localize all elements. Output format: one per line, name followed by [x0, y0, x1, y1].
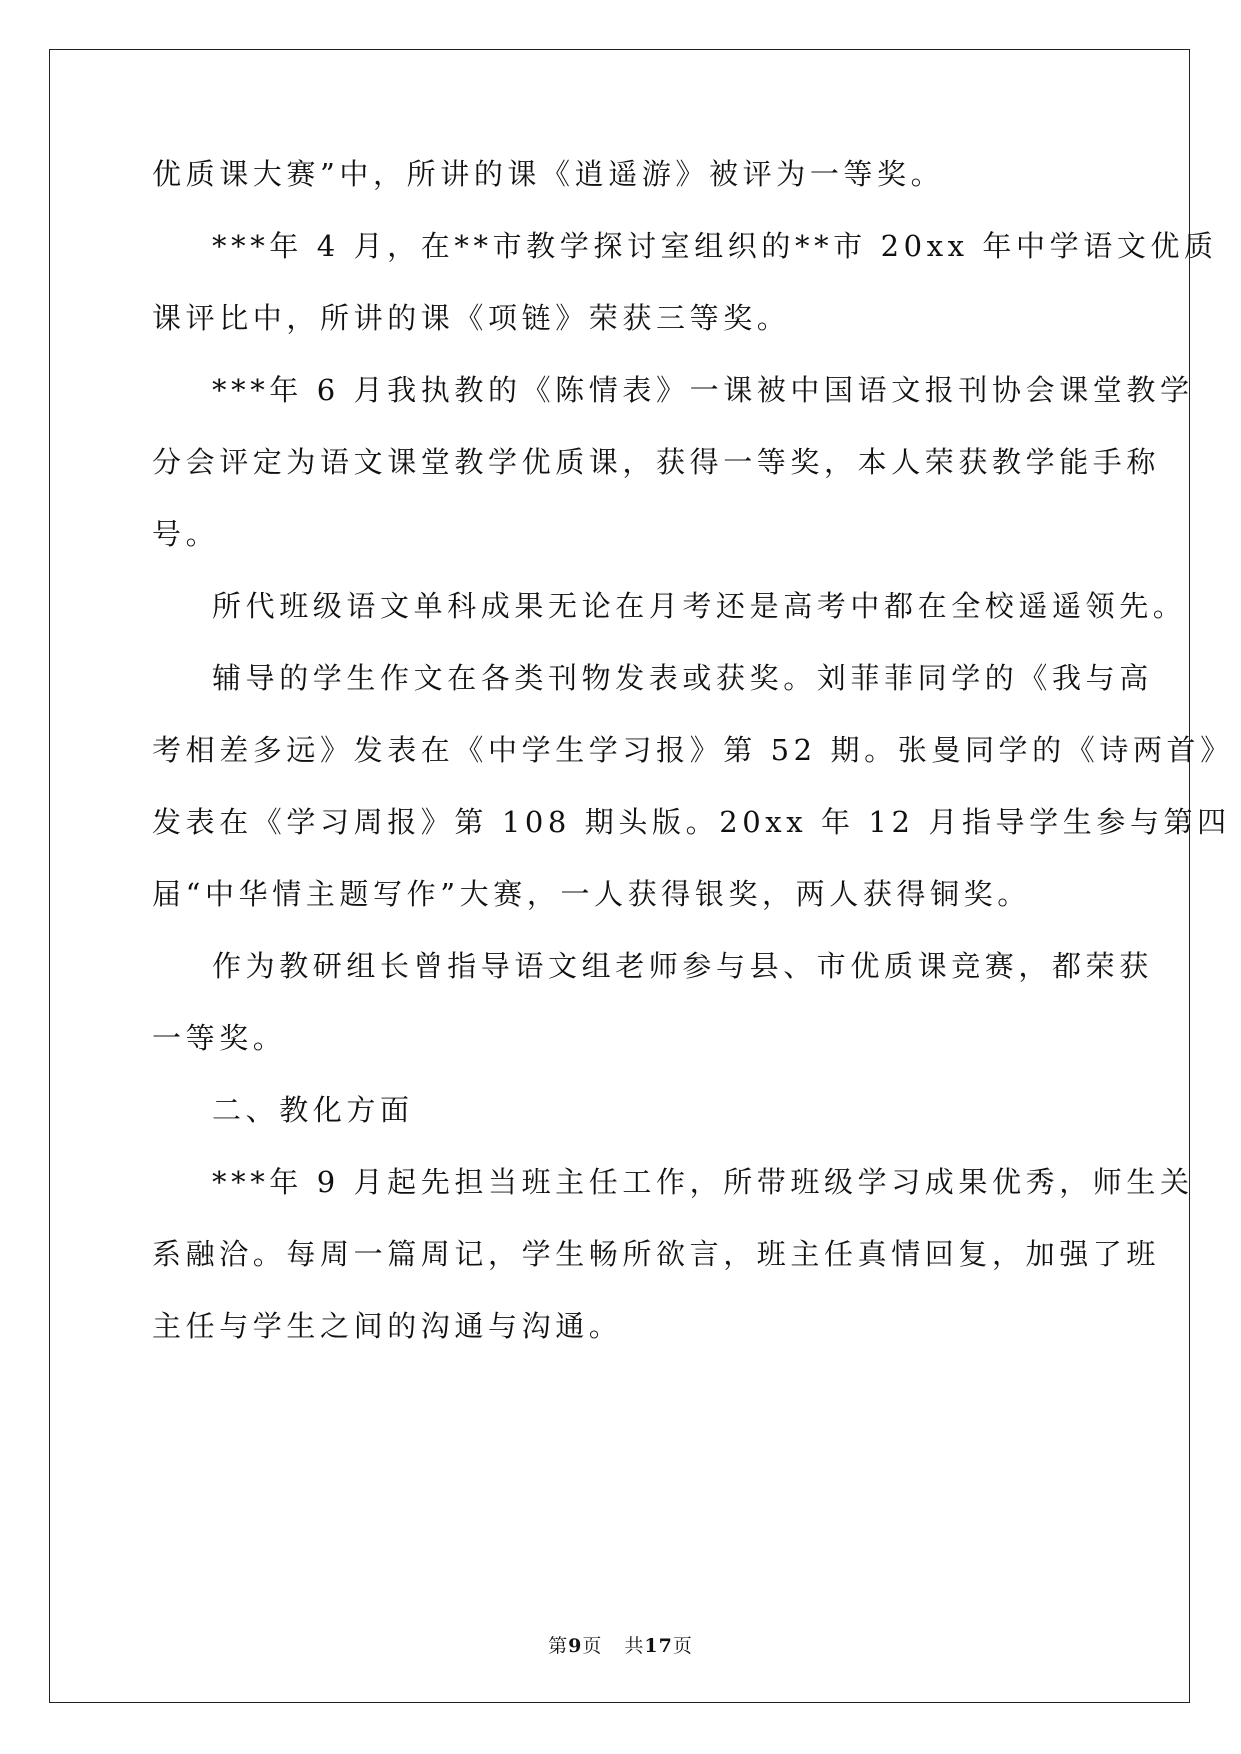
page-suffix: 页 — [582, 1635, 603, 1657]
total-pages: 17 — [644, 1635, 673, 1657]
text-line: 发表在《学习周报》第 108 期头版。20xx 年 12 月指导学生参与第四 — [152, 805, 1231, 839]
text-line: 课评比中，所讲的课《项链》荣获三等奖。 — [152, 301, 791, 335]
page-number: 9 — [568, 1635, 583, 1657]
section-heading: 二、教化方面 — [212, 1093, 414, 1127]
text-line: 所代班级语文单科成果无论在月考还是高考中都在全校遥遥领先。 — [212, 589, 1187, 623]
text-line: 分会评定为语文课堂教学优质课，获得一等奖，本人荣获教学能手称 — [152, 445, 1161, 479]
text-line: ***年 9 月起先担当班主任工作，所带班级学习成果优秀，师生关 — [212, 1165, 1194, 1199]
total-suffix: 页 — [672, 1635, 693, 1657]
text-line: ***年 4 月，在**市教学探讨室组织的**市 20xx 年中学语文优质 — [212, 229, 1218, 263]
text-line: 考相差多远》发表在《中学生学习报》第 52 期。张曼同学的《诗两首》 — [152, 733, 1234, 767]
total-prefix: 共 — [624, 1635, 645, 1657]
text-line: ***年 6 月我执教的《陈情表》一课被中国语文报刊协会课堂教学 — [212, 373, 1194, 407]
text-line: 号。 — [152, 517, 220, 551]
text-line: 一等奖。 — [152, 1021, 287, 1055]
page-prefix: 第 — [548, 1635, 569, 1657]
text-line: 主任与学生之间的沟通与沟通。 — [152, 1309, 623, 1343]
page-footer — [0, 1634, 1241, 1658]
text-line: 辅导的学生作文在各类刊物发表或获奖。刘菲菲同学的《我与高 — [212, 661, 1153, 695]
text-line: 作为教研组长曾指导语文组老师参与县、市优质课竞赛，都荣获 — [212, 949, 1153, 983]
text-line: 系融洽。每周一篇周记，学生畅所欲言，班主任真情回复，加强了班 — [152, 1237, 1161, 1271]
text-line: 届“中华情主题写作”大赛，一人获得银奖，两人获得铜奖。 — [152, 877, 1031, 911]
text-line: 优质课大赛”中，所讲的课《逍遥游》被评为一等奖。 — [152, 157, 945, 191]
